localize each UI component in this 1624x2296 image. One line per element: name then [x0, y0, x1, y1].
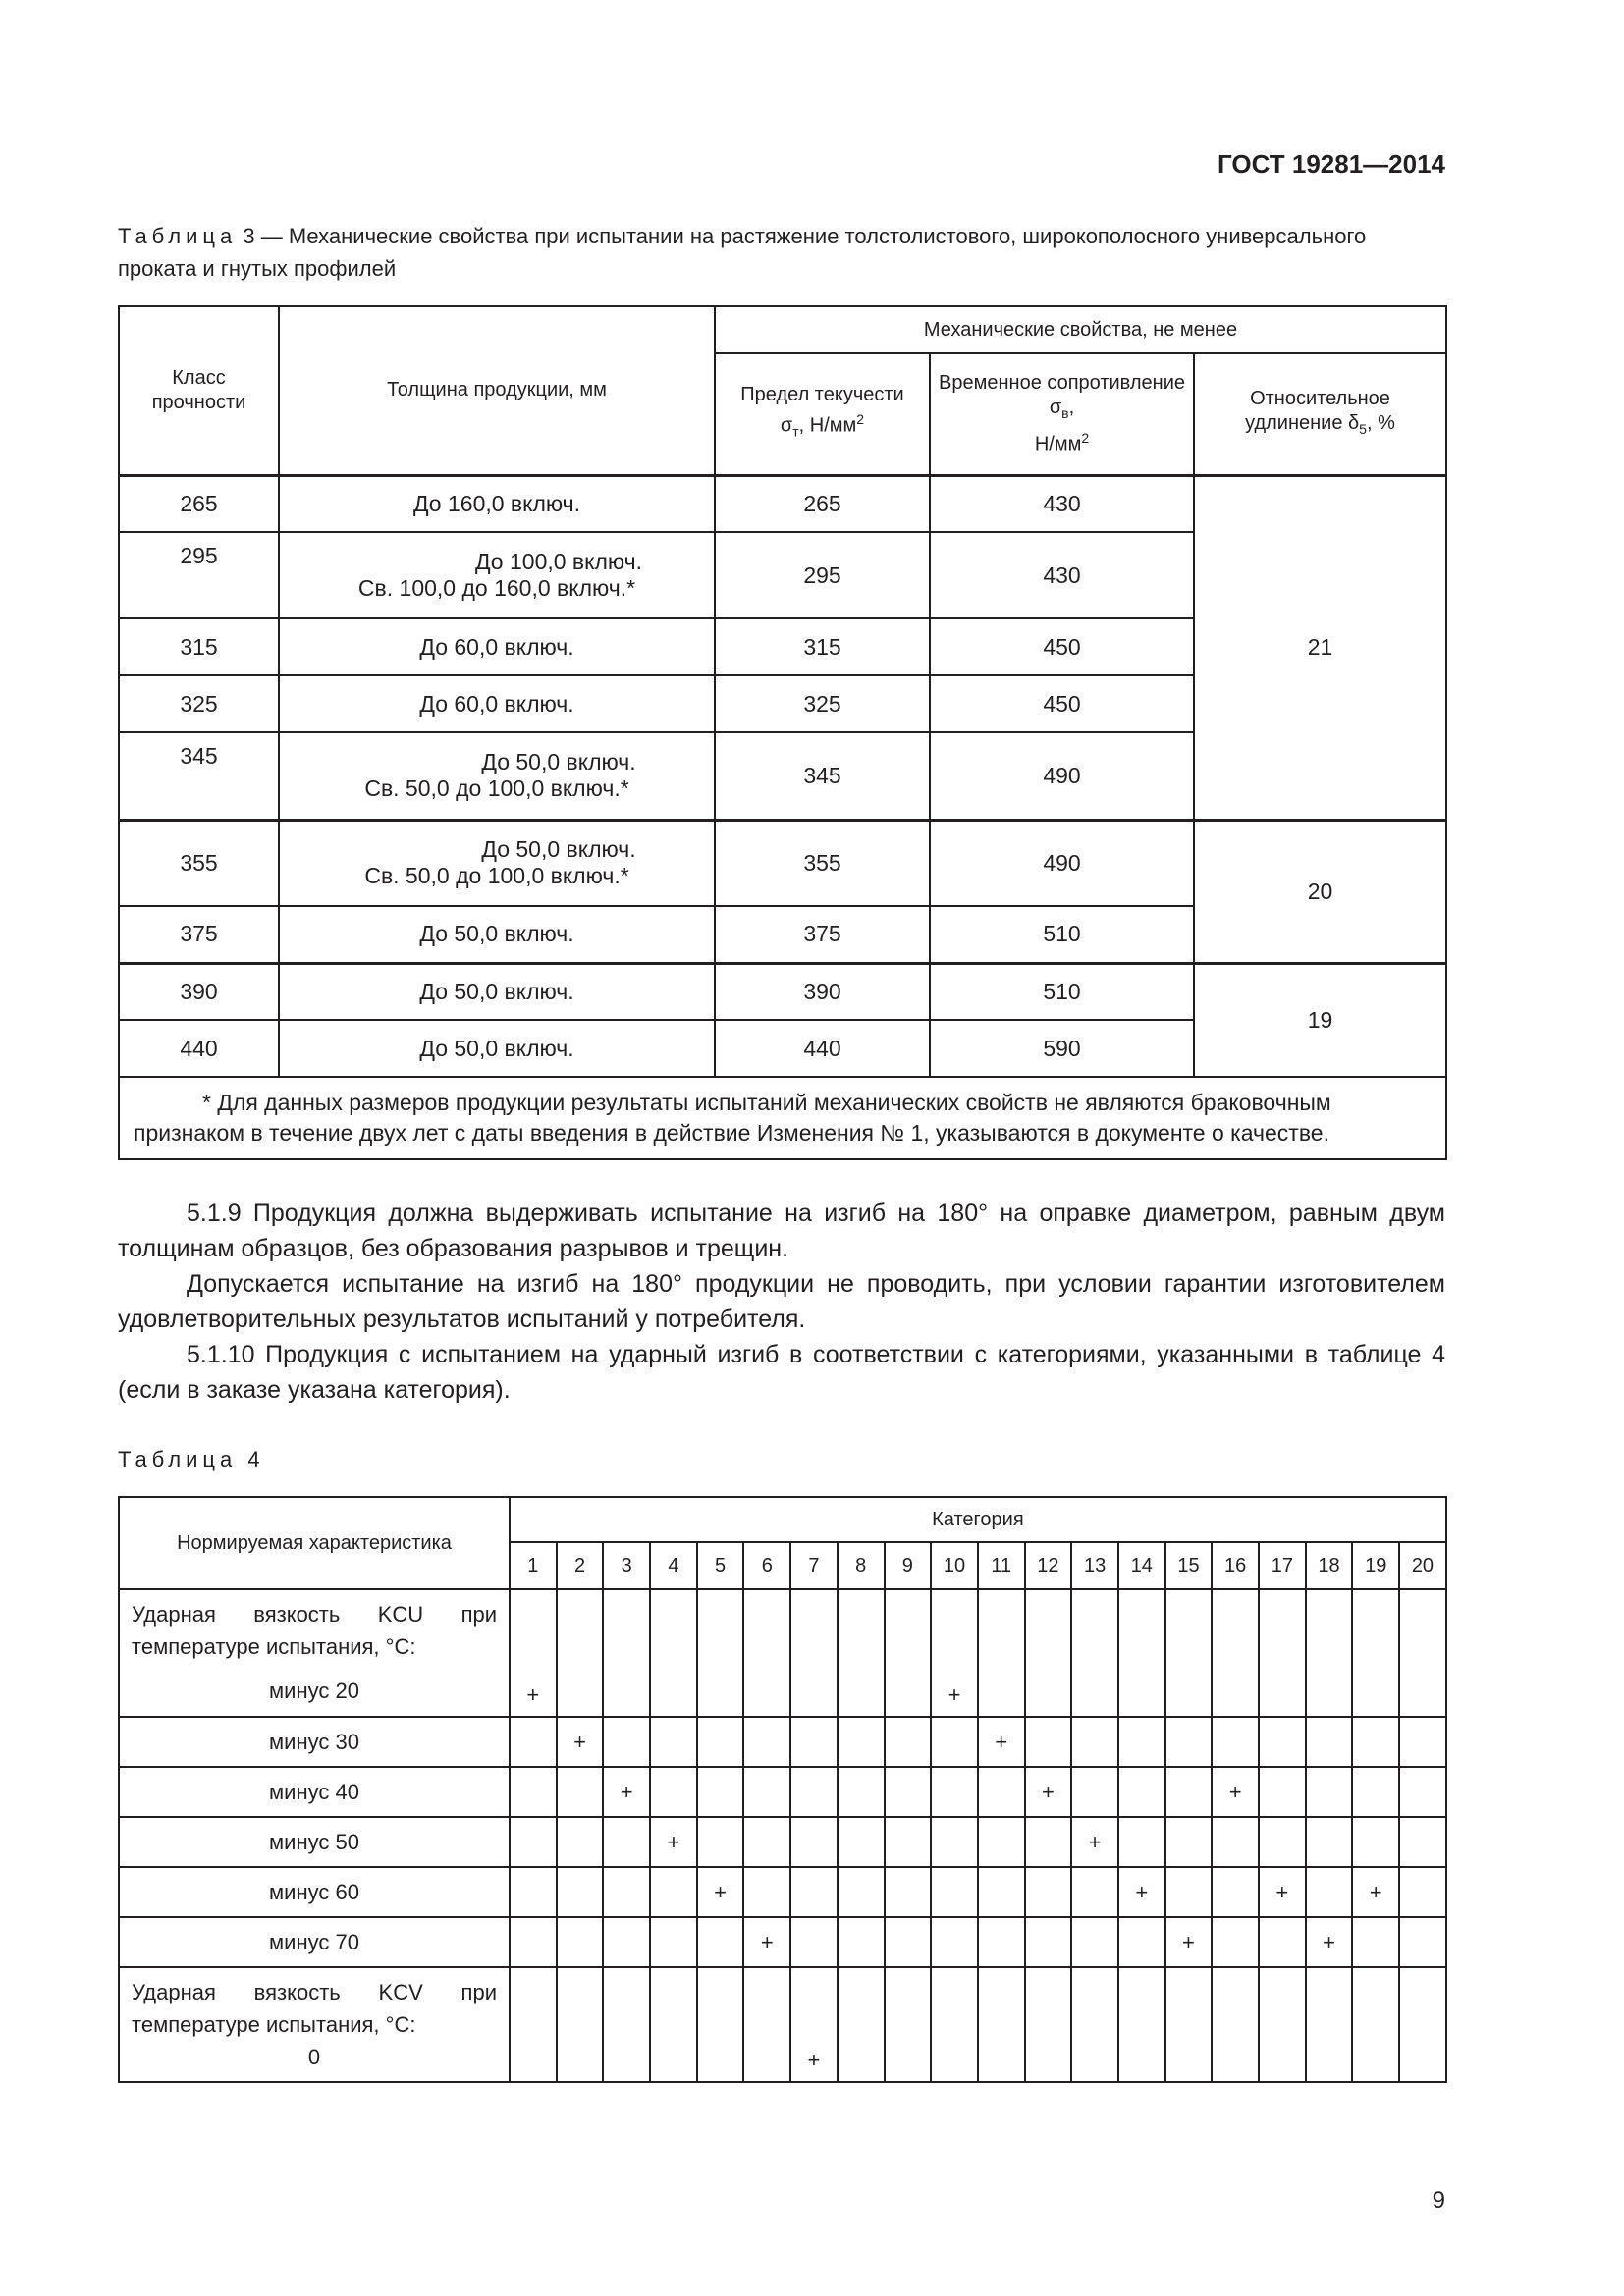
category-number: 3: [603, 1542, 650, 1589]
category-cell: [1118, 1817, 1165, 1867]
category-cell: [1306, 1917, 1353, 1967]
category-cell: [1306, 1589, 1353, 1717]
category-cell: [1212, 1867, 1259, 1917]
category-cell: [557, 1767, 604, 1817]
category-cell: [1212, 1817, 1259, 1867]
category-cell: [931, 1867, 978, 1917]
category-cell: [743, 1817, 790, 1867]
category-cell: [603, 1589, 650, 1717]
cell-yield: 390: [715, 963, 930, 1020]
category-cell: [1118, 1867, 1165, 1917]
table-row: [119, 475, 1446, 532]
category-cell: [557, 1917, 604, 1967]
category-cell: [1399, 1967, 1446, 2082]
plus-mark: +: [714, 1879, 728, 1904]
category-cell: [1306, 1867, 1353, 1917]
category-number: 14: [1118, 1542, 1165, 1589]
table3-caption-word: Таблица: [118, 224, 238, 248]
category-cell: [885, 1917, 932, 1967]
cell-elongation-group-2: 20: [1194, 820, 1446, 963]
category-cell: [1165, 1589, 1213, 1717]
category-cell: [885, 1817, 932, 1867]
row-label: [119, 1589, 510, 1717]
header-mech-properties: Механические свойства, не менее: [715, 306, 1446, 353]
cell-yield: 440: [715, 1020, 930, 1077]
category-cell: [931, 1817, 978, 1867]
category-cell: [1165, 1967, 1213, 2082]
document-id: ГОСТ 19281—2014: [1218, 149, 1445, 179]
cell-yield: 345: [715, 732, 930, 820]
cell-class: 355: [119, 820, 279, 906]
cell-class: 265: [119, 475, 279, 532]
cell-tensile: 450: [930, 675, 1194, 732]
category-number: 11: [978, 1542, 1025, 1589]
category-cell: [838, 1867, 885, 1917]
category-cell: [650, 1917, 697, 1967]
cell-class: 440: [119, 1020, 279, 1077]
table4: [118, 1496, 1447, 2083]
category-cell: [931, 1589, 978, 1717]
category-cell: [650, 1817, 697, 1867]
category-cell: [790, 1817, 838, 1867]
category-cell: [1259, 1817, 1306, 1867]
category-number: 16: [1212, 1542, 1259, 1589]
category-cell: [1352, 1589, 1399, 1717]
category-cell: [1399, 1867, 1446, 1917]
category-cell: [1212, 1917, 1259, 1967]
header-category: Категория: [510, 1497, 1446, 1542]
table4-header-row-1: [119, 1497, 1446, 1542]
category-cell: [1259, 1717, 1306, 1767]
temperature-label: минус 20: [269, 1679, 359, 1703]
category-cell: [931, 1917, 978, 1967]
category-cell: [885, 1717, 932, 1767]
category-cell: [1165, 1867, 1213, 1917]
category-cell: [510, 1967, 557, 2082]
plus-mark: +: [1135, 1879, 1149, 1904]
category-cell: [885, 1767, 932, 1817]
cell-tensile: 490: [930, 732, 1194, 820]
paragraph-5-1-9: 5.1.9 Продукция должна выдерживать испытание на изгиб на 180° на оправке диаметром, равным двум толщинам образцов, без образования разрывов и трещин.: [118, 1200, 1445, 1262]
category-cell: [1259, 1867, 1306, 1917]
category-number: 1: [510, 1542, 557, 1589]
category-cell: [1025, 1967, 1072, 2082]
table3-footnote-row: [119, 1077, 1446, 1159]
table-row: [119, 963, 1446, 1020]
table-row: [119, 1817, 1446, 1867]
category-cell: [1071, 1867, 1118, 1917]
plus-mark: +: [1182, 1929, 1195, 1954]
category-cell: [1165, 1817, 1213, 1867]
category-cell: [1352, 1767, 1399, 1817]
plus-mark: +: [620, 1779, 633, 1804]
category-cell: [1071, 1767, 1118, 1817]
table-row: [119, 1917, 1446, 1967]
body-text: [118, 1196, 1445, 1408]
plus-mark: +: [573, 1729, 586, 1754]
category-cell: [790, 1767, 838, 1817]
category-cell: [1071, 1717, 1118, 1767]
page-number: 9: [1432, 2187, 1445, 2214]
category-number: 13: [1071, 1542, 1118, 1589]
category-cell: [1212, 1589, 1259, 1717]
category-cell: [697, 1717, 744, 1767]
category-cell: [1071, 1817, 1118, 1867]
table-row: [119, 820, 1446, 906]
row-label: минус 50: [119, 1817, 510, 1867]
category-cell: [1071, 1967, 1118, 2082]
category-cell: [697, 1917, 744, 1967]
category-cell: [838, 1589, 885, 1717]
table4-caption: Таблица 4: [118, 1447, 265, 1471]
plus-mark: +: [995, 1729, 1008, 1754]
category-cell: [1306, 1967, 1353, 2082]
category-cell: [603, 1717, 650, 1767]
category-cell: [838, 1767, 885, 1817]
category-cell: [510, 1817, 557, 1867]
table-row: [119, 1967, 1446, 2082]
plus-mark: +: [1228, 1779, 1242, 1804]
header-strength-class: Класс прочности: [119, 306, 279, 475]
kcu-label: Ударная вязкость KCU при температуре испытания, °С:: [132, 1602, 497, 1659]
category-number: 6: [743, 1542, 790, 1589]
category-number: 4: [650, 1542, 697, 1589]
category-cell: [790, 1589, 838, 1717]
cell-class: 325: [119, 675, 279, 732]
category-number: 15: [1165, 1542, 1213, 1589]
category-number: 20: [1399, 1542, 1446, 1589]
table3-caption-text: 3 — Механические свойства при испытании на растяжение толстолистового, широкополосного универсального проката и гнутых профилей: [118, 224, 1367, 281]
category-cell: [1025, 1767, 1072, 1817]
cell-thickness: До 50,0 включ.: [279, 1020, 715, 1077]
table3-caption: [118, 220, 1445, 285]
category-cell: [743, 1717, 790, 1767]
cell-tensile: 510: [930, 906, 1194, 963]
cell-yield: 355: [715, 820, 930, 906]
category-cell: [650, 1867, 697, 1917]
cell-yield: 265: [715, 475, 930, 532]
category-cell: [1212, 1967, 1259, 2082]
category-number: 19: [1352, 1542, 1399, 1589]
header-yield-strength: Предел текучести $\sigma_т$, $Н/мм^2$: [715, 353, 930, 475]
table3-header-row-1: [119, 306, 1446, 353]
category-cell: [697, 1767, 744, 1817]
category-cell: [1306, 1817, 1353, 1867]
category-cell: [1352, 1867, 1399, 1917]
category-cell: [603, 1867, 650, 1917]
category-cell: [603, 1817, 650, 1867]
cell-tensile: 450: [930, 618, 1194, 675]
category-cell: [1118, 1917, 1165, 1967]
category-cell: [1118, 1767, 1165, 1817]
header-elongation: Относительное удлинение $\delta_5$, %: [1194, 353, 1446, 475]
category-cell: [510, 1867, 557, 1917]
category-cell: [1259, 1589, 1306, 1717]
category-cell: [510, 1767, 557, 1817]
header-characteristic: Нормируемая характеристика: [119, 1497, 510, 1589]
category-cell: [1025, 1817, 1072, 1867]
category-cell: [1165, 1767, 1213, 1817]
cell-class: 295: [119, 532, 279, 618]
table-row: [119, 1717, 1446, 1767]
category-cell: [1212, 1717, 1259, 1767]
table3: [118, 305, 1447, 1160]
category-cell: [1352, 1967, 1399, 2082]
category-cell: [885, 1967, 932, 2082]
category-cell: [650, 1767, 697, 1817]
category-cell: [1399, 1817, 1446, 1867]
plus-mark: +: [1323, 1929, 1335, 1954]
cell-thickness: До 60,0 включ.: [279, 675, 715, 732]
category-cell: [557, 1967, 604, 2082]
cell-yield: 375: [715, 906, 930, 963]
category-cell: [931, 1967, 978, 2082]
category-cell: [978, 1589, 1025, 1717]
category-cell: [697, 1589, 744, 1717]
category-cell: [978, 1917, 1025, 1967]
plus-mark: +: [1369, 1879, 1382, 1904]
cell-tensile: 430: [930, 532, 1194, 618]
category-cell: [1306, 1717, 1353, 1767]
category-cell: [510, 1717, 557, 1767]
cell-thickness: До 50,0 включ.: [279, 963, 715, 1020]
category-cell: [743, 1867, 790, 1917]
cell-yield: 325: [715, 675, 930, 732]
plus-mark: +: [526, 1682, 540, 1707]
category-cell: [650, 1967, 697, 2082]
category-cell: [1025, 1717, 1072, 1767]
category-number: 17: [1259, 1542, 1306, 1589]
header-thickness: Толщина продукции, мм: [279, 306, 715, 475]
category-cell: [838, 1917, 885, 1967]
category-cell: [1165, 1717, 1213, 1767]
row-label: минус 70: [119, 1917, 510, 1967]
category-cell: [557, 1717, 604, 1767]
category-cell: [743, 1967, 790, 2082]
category-cell: [510, 1589, 557, 1717]
category-cell: [1399, 1717, 1446, 1767]
cell-elongation-group-3: 19: [1194, 963, 1446, 1077]
cell-yield: 295: [715, 532, 930, 618]
header-tensile-strength: Временное сопротивление $\sigma_в$, $Н/мм^2$: [930, 353, 1194, 475]
category-cell: [603, 1967, 650, 2082]
category-cell: [885, 1589, 932, 1717]
category-cell: [1071, 1917, 1118, 1967]
cell-class: 375: [119, 906, 279, 963]
table-row: [119, 1767, 1446, 1817]
category-cell: [743, 1767, 790, 1817]
plus-mark: +: [807, 2048, 821, 2072]
category-cell: [978, 1767, 1025, 1817]
table3-footnote: * Для данных размеров продукции результаты испытаний механических свойств не являются браковочным признаком в течение двух лет с даты введения в действие Изменения № 1, указываются в документе о качестве.: [119, 1077, 1446, 1159]
category-cell: [697, 1967, 744, 2082]
category-cell: [978, 1817, 1025, 1867]
category-number: 18: [1306, 1542, 1353, 1589]
category-number: 7: [790, 1542, 838, 1589]
category-cell: [978, 1967, 1025, 2082]
category-cell: [650, 1717, 697, 1767]
category-cell: [1071, 1589, 1118, 1717]
row-label: минус 40: [119, 1767, 510, 1817]
category-number: 5: [697, 1542, 744, 1589]
cell-thickness: До 60,0 включ.: [279, 618, 715, 675]
paragraph-bend-test: Допускается испытание на изгиб на 180° продукции не проводить, при условии гарантии изготовителем удовлетворительных результатов испытаний у потребителя.: [118, 1270, 1445, 1333]
category-cell: [603, 1917, 650, 1967]
category-cell: [790, 1717, 838, 1767]
table-row: [119, 1589, 1446, 1717]
category-cell: [838, 1817, 885, 1867]
category-cell: [1259, 1917, 1306, 1967]
category-number: 10: [931, 1542, 978, 1589]
category-cell: [1259, 1967, 1306, 2082]
category-number: 9: [885, 1542, 932, 1589]
category-cell: [885, 1867, 932, 1917]
category-cell: [790, 1917, 838, 1967]
category-cell: [1118, 1589, 1165, 1717]
category-cell: [838, 1717, 885, 1767]
category-cell: [697, 1817, 744, 1867]
cell-thickness: До 50,0 включ. Св. 50,0 до 100,0 включ.*: [279, 820, 715, 906]
cell-elongation-group-1: 21: [1194, 475, 1446, 820]
row-label: минус 30: [119, 1717, 510, 1767]
category-cell: [1118, 1967, 1165, 2082]
plus-mark: +: [1088, 1829, 1102, 1854]
category-cell: [557, 1589, 604, 1717]
category-cell: [1306, 1767, 1353, 1817]
category-cell: [510, 1917, 557, 1967]
cell-yield: 315: [715, 618, 930, 675]
category-cell: [1399, 1767, 1446, 1817]
category-cell: [1025, 1867, 1072, 1917]
plus-mark: +: [947, 1682, 961, 1707]
row-label: минус 60: [119, 1867, 510, 1917]
table-row: [119, 1867, 1446, 1917]
category-cell: [1212, 1767, 1259, 1817]
cell-thickness: До 160,0 включ.: [279, 475, 715, 532]
category-cell: [603, 1767, 650, 1817]
category-cell: [790, 1967, 838, 2082]
plus-mark: +: [667, 1829, 680, 1854]
category-cell: [1352, 1917, 1399, 1967]
category-cell: [743, 1917, 790, 1967]
category-cell: [1025, 1917, 1072, 1967]
cell-thickness: До 50,0 включ. Св. 50,0 до 100,0 включ.*: [279, 732, 715, 820]
category-cell: [1352, 1717, 1399, 1767]
category-cell: [1259, 1767, 1306, 1817]
cell-thickness: До 50,0 включ.: [279, 906, 715, 963]
cell-tensile: 490: [930, 820, 1194, 906]
category-cell: [931, 1717, 978, 1767]
category-number: 2: [557, 1542, 604, 1589]
cell-tensile: 590: [930, 1020, 1194, 1077]
cell-tensile: 510: [930, 963, 1194, 1020]
cell-class: 315: [119, 618, 279, 675]
plus-mark: +: [1275, 1879, 1289, 1904]
category-cell: [557, 1817, 604, 1867]
cell-thickness: До 100,0 включ. Св. 100,0 до 160,0 включ.*: [279, 532, 715, 618]
category-cell: [743, 1589, 790, 1717]
category-number: 8: [838, 1542, 885, 1589]
cell-class: 345: [119, 732, 279, 820]
category-cell: [1118, 1717, 1165, 1767]
category-cell: [931, 1767, 978, 1817]
plus-mark: +: [760, 1929, 774, 1954]
category-cell: [697, 1867, 744, 1917]
temperature-label: 0: [307, 2045, 321, 2069]
row-label: [119, 1967, 510, 2082]
category-cell: [838, 1967, 885, 2082]
category-cell: [1025, 1589, 1072, 1717]
category-cell: [557, 1867, 604, 1917]
category-cell: [1165, 1917, 1213, 1967]
cell-class: 390: [119, 963, 279, 1020]
cell-tensile: 430: [930, 475, 1194, 532]
plus-mark: +: [1041, 1779, 1055, 1804]
category-number: 12: [1025, 1542, 1072, 1589]
category-cell: [978, 1867, 1025, 1917]
kcv-label: Ударная вязкость KCV при температуре испытания, °С:: [132, 1980, 497, 2037]
category-cell: [650, 1589, 697, 1717]
paragraph-5-1-10: 5.1.10 Продукция с испытанием на ударный изгиб в соответствии с категориями, указанными в таблице 4 (если в заказе указана категория).: [118, 1341, 1445, 1404]
category-cell: [790, 1867, 838, 1917]
category-cell: [978, 1717, 1025, 1767]
category-cell: [1352, 1817, 1399, 1867]
category-cell: [1399, 1917, 1446, 1967]
category-cell: [1399, 1589, 1446, 1717]
